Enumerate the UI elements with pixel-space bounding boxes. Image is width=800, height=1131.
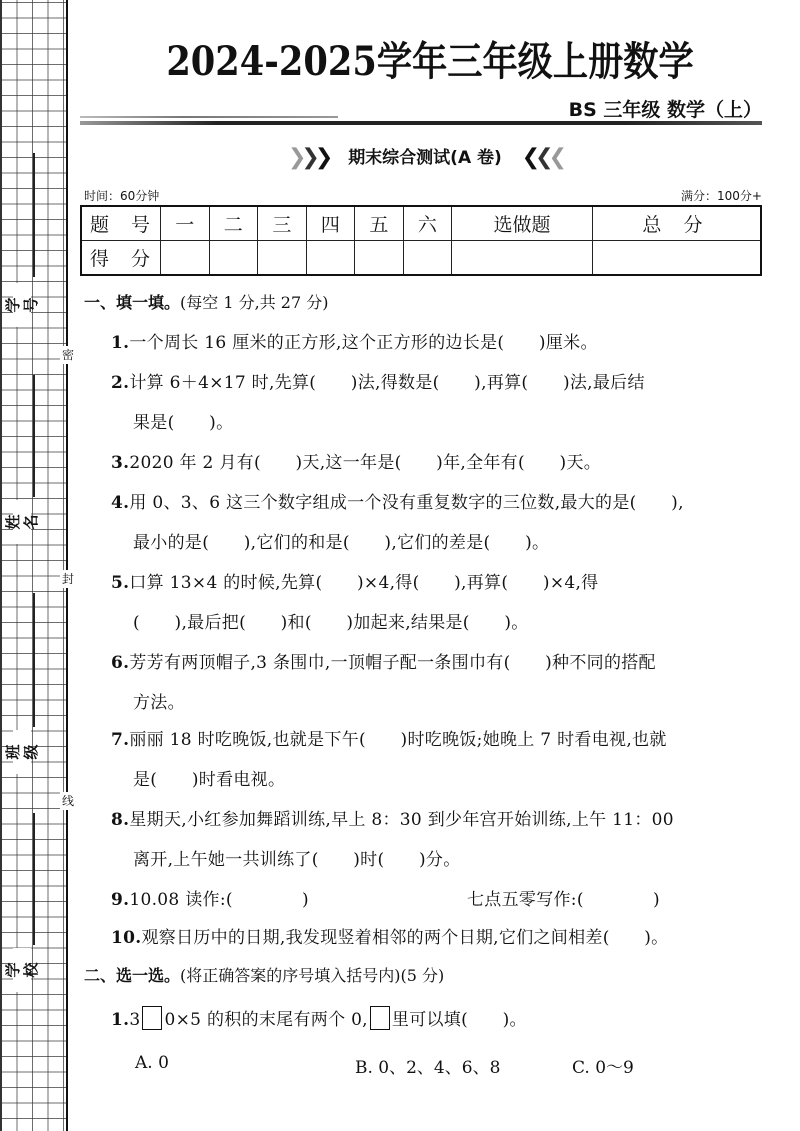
table-header-cell: 一: [161, 206, 210, 241]
score-cell[interactable]: [161, 241, 210, 276]
question-6: 6.芳芳有两顶帽子,3 条围巾,一顶帽子配一条围巾有( )种不同的搭配 方法。: [111, 653, 656, 713]
section-1-heading: [84, 290, 328, 313]
question-7: 7.丽丽 18 时吃晚饭,也就是下午( )时吃晚饭;她晚上 7 时看电视,也就 是( )时看电视。: [111, 730, 667, 790]
name-fill-line[interactable]: [33, 375, 35, 497]
page-title: 2024-2025学年三年级上册数学: [166, 38, 694, 85]
edition-subtitle: BS 三年级 数学（上）: [568, 99, 762, 121]
question-10: 10.观察日历中的日期,我发现竖着相邻的两个日期,它们之间相差( )。: [111, 928, 669, 948]
header-divider-thick: [80, 121, 762, 125]
student-id-fill-line[interactable]: [33, 153, 35, 277]
blank-square-icon: [142, 1006, 162, 1030]
score-cell[interactable]: [452, 241, 593, 276]
class-fill-line[interactable]: [33, 593, 35, 727]
seal-line-segment: [66, 364, 68, 570]
question-9: 9.10.08 读作:( ) 七点五零写作:( ): [111, 880, 767, 920]
student-id-label: 学号: [13, 283, 31, 327]
seal-char-mi: 密: [61, 348, 74, 362]
seal-line-segment: [66, 588, 68, 792]
score-table: [80, 205, 762, 276]
table-score-row: [81, 241, 761, 276]
option-c[interactable]: C. 0～9: [572, 1058, 634, 1078]
score-row-label: 得 分: [81, 241, 161, 276]
score-cell[interactable]: [209, 241, 258, 276]
option-b[interactable]: B. 0、2、4、6、8: [355, 1058, 501, 1078]
table-header-cell: 五: [355, 206, 404, 241]
seal-char-feng: 封: [61, 572, 74, 586]
question-9-part-2: 七点五零写作:( ): [467, 890, 660, 910]
class-label: 班级: [13, 730, 31, 774]
grid-border: [0, 0, 2, 1131]
full-score: 满分：100分+: [681, 189, 762, 203]
school-label: 学校: [13, 948, 31, 992]
score-cell[interactable]: [355, 241, 404, 276]
table-header-cell: 总 分: [592, 206, 761, 241]
exam-title: 期末综合测试(A 卷): [348, 148, 502, 168]
blank-square-icon: [370, 1006, 390, 1030]
score-cell[interactable]: [403, 241, 452, 276]
header-divider-thin: [80, 116, 338, 118]
score-cell[interactable]: [592, 241, 761, 276]
seal-char-xian: 线: [61, 794, 74, 808]
question-2: 2.计算 6＋4×17 时,先算( )法,得数是( ),再算( )法,最后结 果是( )。: [111, 373, 645, 433]
table-header-cell: 四: [306, 206, 355, 241]
question-4: 4.用 0、3、6 这三个数字组成一个没有重复数字的三位数,最大的是( ), 最小的是( ),它们的和是( ),它们的差是( )。: [111, 493, 684, 553]
option-a[interactable]: A. 0: [135, 1053, 169, 1073]
score-cell[interactable]: [258, 241, 307, 276]
section-2-heading: [84, 963, 444, 986]
time-limit: 时间：60分钟: [84, 189, 160, 203]
section-title: 二、选一选。: [84, 966, 181, 985]
question-8: 8.星期天,小红参加舞蹈训练,早上 8：30 到少年宫开始训练,上午 11：00 离开,上午她一共训练了( )时( )分。: [111, 810, 674, 870]
name-label: 姓名: [13, 500, 31, 544]
choice-question-1: 1.3 0×5 的积的末尾有两个 0, 里可以填( )。: [111, 1000, 767, 1040]
exam-title-row: [80, 143, 770, 170]
school-fill-line[interactable]: [33, 813, 35, 945]
section-note: (将正确答案的序号填入括号内)(5 分): [180, 966, 445, 985]
question-5: 5.口算 13×4 的时候,先算( )×4,得( ),再算( )×4,得 ( ),最后把( )和( )加起来,结果是( )。: [111, 573, 599, 633]
table-header-cell: 题 号: [81, 206, 161, 241]
seal-line-segment: [66, 0, 68, 346]
table-header-cell: 二: [209, 206, 258, 241]
section-note: (每空 1 分,共 27 分): [180, 293, 329, 312]
chevron-right-decor-icon: ❯❯❯: [287, 145, 329, 170]
table-header-cell: 选做题: [452, 206, 593, 241]
section-title: 一、填一填。: [84, 293, 181, 312]
score-cell[interactable]: [306, 241, 355, 276]
table-header-cell: 六: [403, 206, 452, 241]
question-1: 1.一个周长 16 厘米的正方形,这个正方形的边长是( )厘米。: [111, 333, 598, 353]
question-3: 3.2020 年 2 月有( )天,这一年是( )年,全年有( )天。: [111, 453, 602, 473]
table-header-row: [81, 206, 761, 241]
chevron-left-decor-icon: ❮❮❮: [521, 145, 563, 170]
table-header-cell: 三: [258, 206, 307, 241]
seal-line-segment: [66, 810, 68, 1131]
